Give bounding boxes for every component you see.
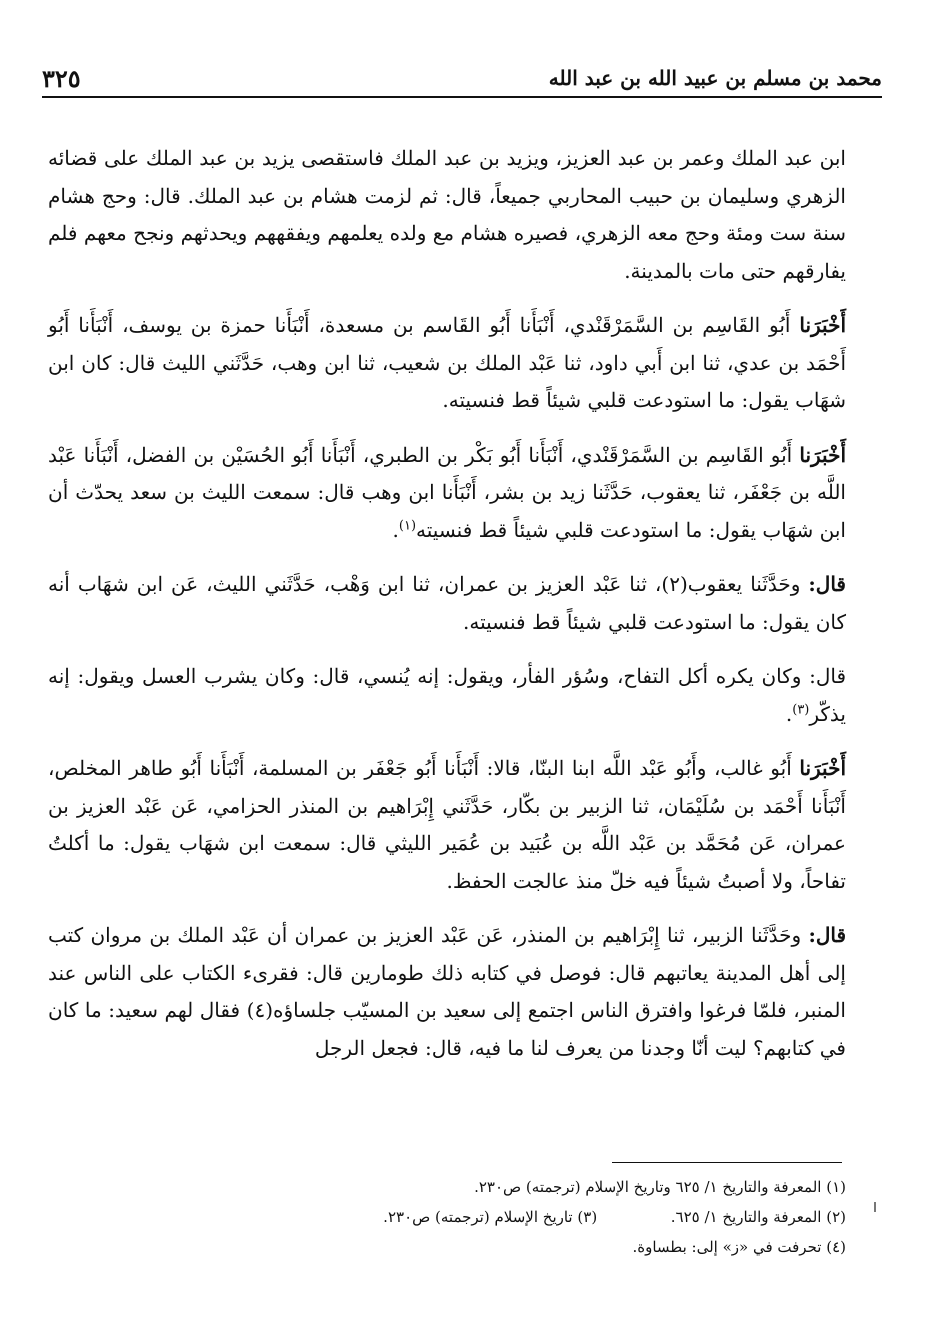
body-text [48,140,846,1084]
page-number: ٣٢٥ [42,64,81,93]
footnotes [48,1172,846,1262]
paragraph-lead: أَخْبَرَنا [799,313,846,337]
footnote-4 [48,1232,846,1262]
footnote-number: (٣) [577,1208,598,1226]
paragraph-lead: أَخْبَرَنا [799,756,847,780]
paragraph-7 [48,917,846,1067]
paragraph-lead: قال: [808,923,847,947]
paragraph-lead: أَخْبَرَنا [799,442,846,467]
paragraph-5: قال: وكان يكره أكل التفاح، وسُؤر الفأر، ويقول: إنه يُنسي، قال: وكان يشرب العسل ويقول: إنه يذكّر$^{(٣)}$. [48,664,847,726]
footnote-text: المعرفة والتاريخ ١/ ٦٢٥ وتاريخ الإسلام (ترجمته) ص٢٣٠. [474,1178,822,1196]
paragraph-text: وحَدَّثَنا يعقوب(٢)، ثنا عَبْد العزيز بن عمران، ثنا ابن وَهْب، حَدَّثَني الليث، عَن ابن شهَاب أنه كان يقول: ما استودعت قلبي شيئاً قط فنسيته. [48,572,846,634]
paragraph-text: قال: وكان يكره أكل التفاح، وسُؤر الفأر، ويقول: إنه يُنسي، قال: وكان يشرب العسل ويقول: إنه يذكّر [48,664,847,726]
footnote-divider [612,1162,842,1163]
paragraph-3: أَخْبَرَنا أَبُو القَاسِم بن السَّمَرْقَنْدي، أَنْبَأَنا أَبُو بَكْر بن الطبري، أَنْبَأَنا أَبُو الحُسَيْن بن الفضل، أَنْبَأَنا عَبْد اللَّه بن جَعْفَر، ثنا يعقوب، حَدَّثَنا زيد بن بشر، أَنْبَأَنا ابن وهب قال: سمعت الليث بن سعد يحدّث أن ابن شهَاب يقول: ما استودعت قلبي شيئاً قط فنسيته$^{(١)}$. [48,442,846,542]
paragraph-1 [48,140,846,290]
footnote-number: (١) [826,1178,846,1196]
footnote-number: (٢) [826,1208,846,1226]
paragraph-text: أَبُو غالب، وأَبُو عَبْد اللَّه ابنا البنّا، قالا: أَنْبَأَنا أَبُو جَعْفَر بن المسلمة، أَنْبَأَنا أَبُو طاهر المخلص، أَنْبَأَنا أَحْمَد بن سُلَيْمَان، ثنا الزبير بن بكّار، حَدَّثَني إِبْرَاهيم بن المنذر الحزامي، عَن عَبْد العزيز بن عمران، عَن مُحَمَّد بن عَبْد اللَّه بن عُبَيد بن عُمَير الليثي قال: سمعت ابن شهَاب يقول: ما أكلتُ تفاحاً، ولا أصبتُ شيئاً فيه خلّ منذ عالجت الحفظ. [48,756,846,893]
paragraph-2 [48,307,846,420]
page-header [42,60,882,98]
running-title: محمد بن مسلم بن عبيد الله بن عبد الله [548,66,882,90]
footnote-2-3 [48,1202,846,1232]
footnote-ref-1: (١) [398,517,417,533]
footnote-text: تحرفت في «ز» إلى: بطساوة. [632,1238,822,1256]
footnote-number: (٤) [826,1238,846,1256]
paragraph-text: ابن عبد الملك وعمر بن عبد العزيز، ويزيد بن عبد الملك فاستقصى يزيد بن عبد الملك على قضائه الزهري وسليمان بن حبيب المحاربي جميعاً، قال: ثم لزمت هشام بن عبد الملك. قال: وحج هشام سنة ست ومئة وحج معه الزهري، فصيره هشام مع ولده يعلمهم ويفقههم ويحدثهم ونجح معهم فلم يفارقهم حتى مات بالمدينة. [48,146,846,283]
footnote-text: المعرفة والتاريخ ١/ ٦٢٥. [670,1208,822,1226]
footnote-ref-3: (٣) [792,701,810,717]
paragraph-6 [48,750,846,900]
footnote-1 [48,1172,846,1202]
margin-mark [874,1202,876,1212]
paragraph-lead: قال: [808,572,846,596]
footnote-text: تاريخ الإسلام (ترجمته) ص٢٣٠. [383,1208,573,1226]
paragraph-4 [48,566,846,641]
paragraph-text: أَبُو القَاسِم بن السَّمَرْقَنْدي، أَنْبَأَنا أَبُو بَكْر بن الطبري، أَنْبَأَنا أَبُو الحُسَيْن بن الفضل، أَنْبَأَنا عَبْد اللَّه بن جَعْفَر، ثنا يعقوب، حَدَّثَنا زيد بن بشر، أَنْبَأَنا ابن وهب قال: سمعت الليث بن سعد يحدّث أن ابن شهَاب يقول: ما استودعت قلبي شيئاً قط فنسيته [48,442,846,542]
paragraph-text: وحَدَّثَنا الزبير، ثنا إِبْرَاهيم بن المنذر، عَن عَبْد العزيز بن عمران أن عَبْد الملك بن مروان كتب إلى أهل المدينة يعاتبهم قال: فوصل في كتابه ذلك طومارين قال: فقرىء الكتاب على الناس عند المنبر، فلمّا فرغوا وافترق الناس اجتمع إلى سعيد بن المسيّب جلساؤه(٤) فقال لهم سعيد: ما كان في كتابهم؟ ليت أنّا وجدنا من يعرف لنا ما فيه، قال: فجعل الرجل [48,923,846,1060]
paragraph-text: أَبُو القَاسِم بن السَّمَرْقَنْدي، أَنْبَأَنا أَبُو القَاسم بن مسعدة، أَنْبَأَنا حمزة بن يوسف، أَنْبَأَنا أَبُو أَحْمَد بن عدي، ثنا ابن أَبي داود، ثنا عَبْد الملك بن شعيب، ثنا ابن وهب، حَدَّثَني الليث قال: كان ابن شهَاب يقول: ما استودعت قلبي شيئاً قط فنسيته. [48,313,846,412]
